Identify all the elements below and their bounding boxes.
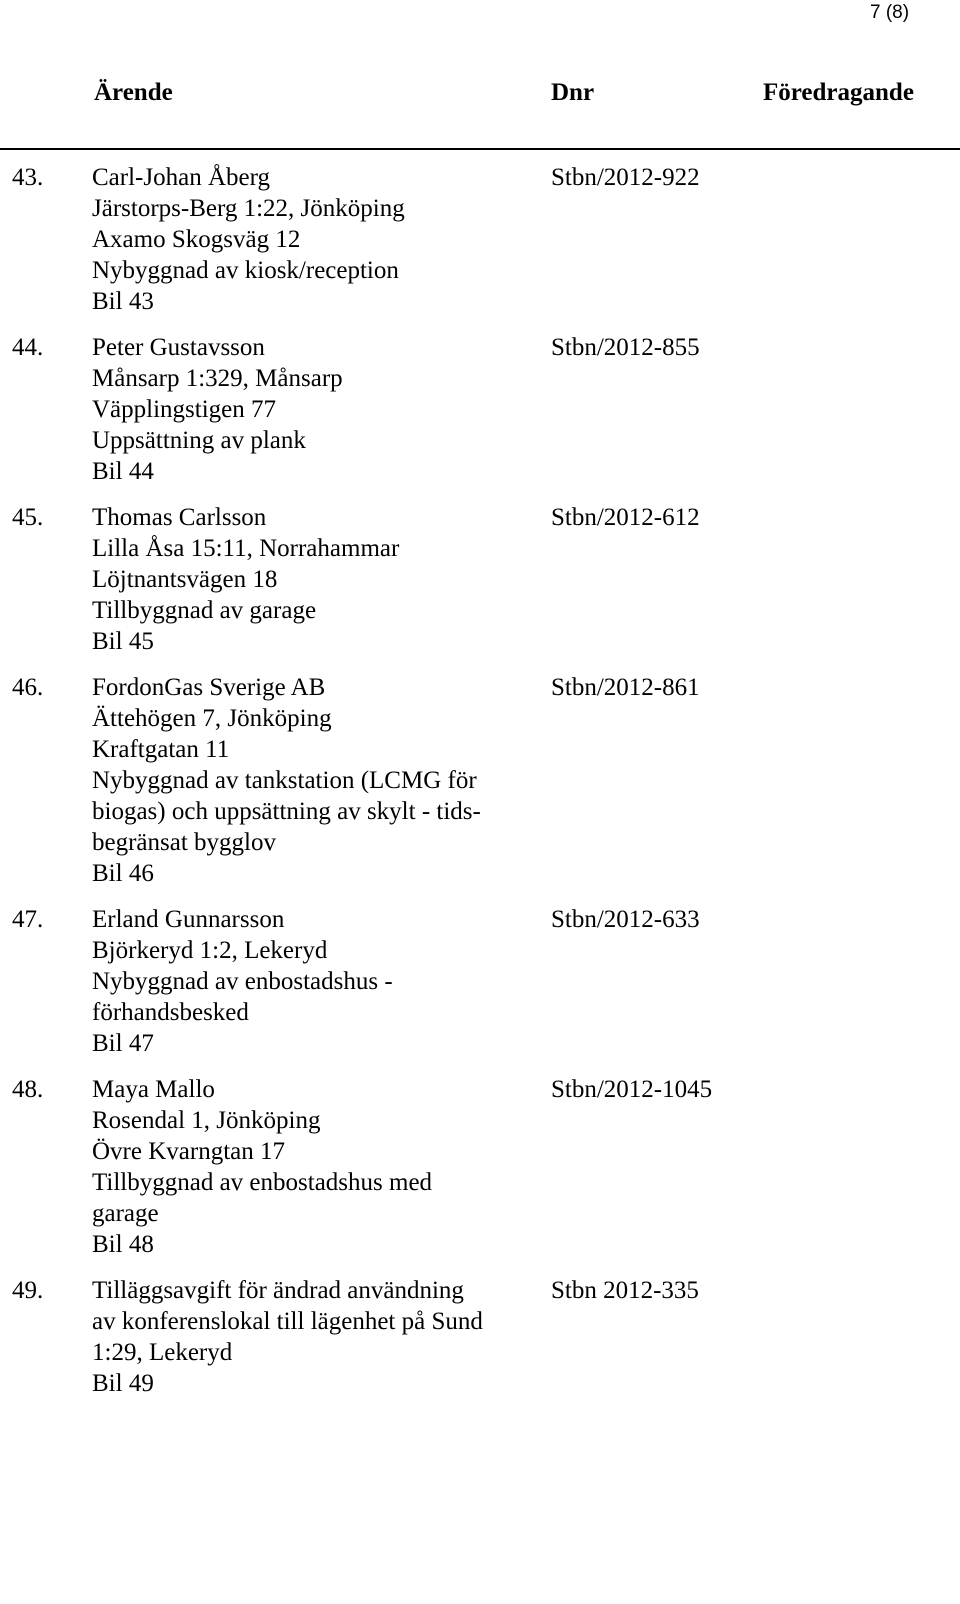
item-description-line: Bil 47 bbox=[92, 1030, 154, 1057]
table-header bbox=[0, 78, 960, 110]
item-description-line: Maya Mallo bbox=[92, 1076, 215, 1103]
item-description-line: Bil 46 bbox=[92, 860, 154, 887]
item-description-line: Erland Gunnarsson bbox=[92, 906, 285, 933]
agenda-item bbox=[0, 332, 960, 487]
agenda-list bbox=[0, 162, 960, 1414]
column-header-arende: Ärende bbox=[94, 79, 173, 106]
item-description-line: Ättehögen 7, Jönköping bbox=[92, 705, 332, 732]
item-description-line: Björkeryd 1:2, Lekeryd bbox=[92, 937, 328, 964]
item-description-line: Carl-Johan Åberg bbox=[92, 164, 270, 191]
item-description bbox=[92, 1074, 532, 1260]
item-description-line: Löjtnantsvägen 18 bbox=[92, 566, 278, 593]
item-dnr: Stbn/2012-633 bbox=[551, 906, 700, 933]
item-description-line: Rosendal 1, Jönköping bbox=[92, 1107, 321, 1134]
item-description-line: garage bbox=[92, 1200, 159, 1227]
item-description-line: begränsat bygglov bbox=[92, 829, 276, 856]
item-description-line: Bil 43 bbox=[92, 288, 154, 315]
item-description bbox=[92, 162, 532, 317]
item-description-line: Nybyggnad av kiosk/reception bbox=[92, 257, 399, 284]
item-number: 49. bbox=[12, 1277, 44, 1304]
item-description-line: Axamo Skogsväg 12 bbox=[92, 226, 301, 253]
item-dnr: Stbn/2012-922 bbox=[551, 164, 700, 191]
item-description-line: Bil 48 bbox=[92, 1231, 154, 1258]
item-number: 44. bbox=[12, 334, 44, 361]
item-description bbox=[92, 672, 532, 889]
item-description bbox=[92, 1275, 532, 1399]
item-dnr: Stbn/2012-612 bbox=[551, 504, 700, 531]
item-description-line: Väpplingstigen 77 bbox=[92, 396, 277, 423]
item-number: 46. bbox=[12, 674, 44, 701]
item-description-line: Lilla Åsa 15:11, Norrahammar bbox=[92, 535, 400, 562]
agenda-item bbox=[0, 162, 960, 317]
item-description-line: Nybyggnad av tankstation (LCMG för bbox=[92, 767, 477, 794]
item-description-line: Övre Kvarngtan 17 bbox=[92, 1138, 285, 1165]
item-description-line: Månsarp 1:329, Månsarp bbox=[92, 365, 343, 392]
item-number: 43. bbox=[12, 164, 44, 191]
item-description-line: Tillbyggnad av enbostadshus med bbox=[92, 1169, 433, 1196]
agenda-item bbox=[0, 1275, 960, 1399]
item-description-line: biogas) och uppsättning av skylt - tids- bbox=[92, 798, 481, 825]
agenda-item bbox=[0, 1074, 960, 1260]
item-description-line: av konferenslokal till lägenhet på Sund bbox=[92, 1308, 483, 1335]
item-description-line: Bil 49 bbox=[92, 1370, 154, 1397]
page-number: 7 (8) bbox=[870, 2, 910, 23]
item-number: 47. bbox=[12, 906, 44, 933]
item-description-line: FordonGas Sverige AB bbox=[92, 674, 326, 701]
item-description bbox=[92, 502, 532, 657]
agenda-item bbox=[0, 904, 960, 1059]
item-description-line: Nybyggnad av enbostadshus - bbox=[92, 968, 393, 995]
column-header-foredragande: Föredragande bbox=[763, 79, 914, 106]
item-description-line: Uppsättning av plank bbox=[92, 427, 306, 454]
item-dnr: Stbn/2012-1045 bbox=[551, 1076, 713, 1103]
item-description-line: Bil 44 bbox=[92, 458, 154, 485]
item-description-line: Tilläggsavgift för ändrad användning bbox=[92, 1277, 464, 1304]
column-header-dnr: Dnr bbox=[551, 79, 595, 106]
item-description-line: Tillbyggnad av garage bbox=[92, 597, 317, 624]
item-dnr: Stbn/2012-861 bbox=[551, 674, 700, 701]
item-description-line: Bil 45 bbox=[92, 628, 154, 655]
item-description-line: förhandsbesked bbox=[92, 999, 249, 1026]
agenda-item bbox=[0, 672, 960, 889]
item-dnr: Stbn/2012-855 bbox=[551, 334, 700, 361]
item-number: 48. bbox=[12, 1076, 44, 1103]
item-description-line: 1:29, Lekeryd bbox=[92, 1339, 233, 1366]
header-divider bbox=[0, 148, 960, 150]
item-description bbox=[92, 332, 532, 487]
item-description-line: Thomas Carlsson bbox=[92, 504, 267, 531]
item-description-line: Järstorps-Berg 1:22, Jönköping bbox=[92, 195, 405, 222]
item-description-line: Kraftgatan 11 bbox=[92, 736, 230, 763]
agenda-item bbox=[0, 502, 960, 657]
item-dnr: Stbn 2012-335 bbox=[551, 1277, 699, 1304]
item-description bbox=[92, 904, 532, 1059]
item-number: 45. bbox=[12, 504, 44, 531]
item-description-line: Peter Gustavsson bbox=[92, 334, 265, 361]
